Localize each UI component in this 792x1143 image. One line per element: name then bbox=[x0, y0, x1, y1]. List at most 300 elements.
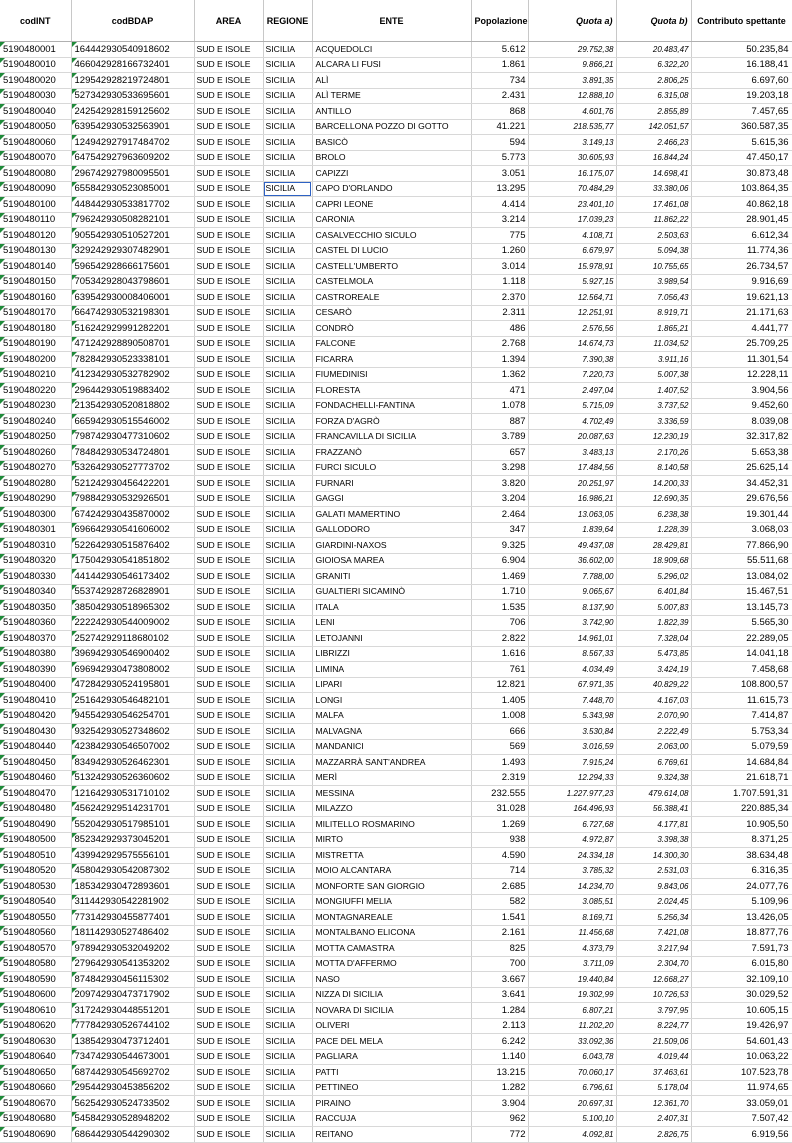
cell-codint[interactable]: 5190480010 bbox=[0, 57, 71, 73]
cell-area[interactable]: SUD E ISOLE bbox=[194, 987, 263, 1003]
cell-codint[interactable]: 5190480500 bbox=[0, 832, 71, 848]
cell-quota-a[interactable]: 12.888,10 bbox=[528, 88, 616, 104]
cell-popolazione[interactable]: 594 bbox=[471, 135, 528, 151]
cell-regione[interactable]: SICILIA bbox=[263, 104, 312, 120]
cell-quota-b[interactable]: 40.829,22 bbox=[616, 677, 691, 693]
cell-quota-b[interactable]: 2.170,26 bbox=[616, 445, 691, 461]
cell-area[interactable]: SUD E ISOLE bbox=[194, 1111, 263, 1127]
cell-codbdap[interactable]: 639542930008406001 bbox=[71, 290, 194, 306]
cell-codbdap[interactable]: 552042930517985101 bbox=[71, 817, 194, 833]
cell-quota-b[interactable]: 1.228,39 bbox=[616, 522, 691, 538]
cell-quota-b[interactable]: 11.034,52 bbox=[616, 336, 691, 352]
cell-popolazione[interactable]: 3.051 bbox=[471, 166, 528, 182]
cell-contributo[interactable]: 6.697,60 bbox=[691, 73, 792, 89]
cell-ente[interactable]: PAGLIARA bbox=[312, 1049, 471, 1065]
cell-quota-b[interactable]: 33.380,06 bbox=[616, 181, 691, 197]
cell-quota-a[interactable]: 2.576,56 bbox=[528, 321, 616, 337]
cell-ente[interactable]: ALÌ TERME bbox=[312, 88, 471, 104]
cell-contributo[interactable]: 32.109,10 bbox=[691, 972, 792, 988]
cell-codbdap[interactable]: 311442930542281902 bbox=[71, 894, 194, 910]
cell-popolazione[interactable]: 4.590 bbox=[471, 848, 528, 864]
cell-contributo[interactable]: 13.426,05 bbox=[691, 910, 792, 926]
cell-quota-b[interactable]: 20.483,47 bbox=[616, 42, 691, 58]
cell-codbdap[interactable]: 458042930542087302 bbox=[71, 863, 194, 879]
cell-contributo[interactable]: 9.916,69 bbox=[691, 274, 792, 290]
cell-quota-a[interactable]: 8.137,90 bbox=[528, 600, 616, 616]
cell-regione[interactable]: SICILIA bbox=[263, 615, 312, 631]
cell-quota-a[interactable]: 3.530,84 bbox=[528, 724, 616, 740]
cell-regione[interactable]: SICILIA bbox=[263, 956, 312, 972]
cell-codbdap[interactable]: 874842930456115302 bbox=[71, 972, 194, 988]
cell-ente[interactable]: BROLO bbox=[312, 150, 471, 166]
cell-quota-a[interactable]: 7.390,38 bbox=[528, 352, 616, 368]
cell-codbdap[interactable]: 456242929514231701 bbox=[71, 801, 194, 817]
cell-codbdap[interactable]: 471242928890508701 bbox=[71, 336, 194, 352]
cell-codint[interactable]: 5190480280 bbox=[0, 476, 71, 492]
cell-area[interactable]: SUD E ISOLE bbox=[194, 693, 263, 709]
cell-regione[interactable]: SICILIA bbox=[263, 429, 312, 445]
cell-codbdap[interactable]: 553742928726828901 bbox=[71, 584, 194, 600]
cell-codint[interactable]: 5190480540 bbox=[0, 894, 71, 910]
cell-ente[interactable]: ITALA bbox=[312, 600, 471, 616]
cell-regione[interactable]: SICILIA bbox=[263, 1065, 312, 1081]
cell-codbdap[interactable]: 978942930532049202 bbox=[71, 941, 194, 957]
cell-regione[interactable]: SICILIA bbox=[263, 321, 312, 337]
cell-quota-a[interactable]: 7.915,24 bbox=[528, 755, 616, 771]
cell-codbdap[interactable]: 596542928666175601 bbox=[71, 259, 194, 275]
cell-popolazione[interactable]: 1.260 bbox=[471, 243, 528, 259]
cell-contributo[interactable]: 10.905,50 bbox=[691, 817, 792, 833]
cell-quota-b[interactable]: 5.178,04 bbox=[616, 1080, 691, 1096]
cell-area[interactable]: SUD E ISOLE bbox=[194, 150, 263, 166]
cell-quota-b[interactable]: 5.094,38 bbox=[616, 243, 691, 259]
cell-quota-b[interactable]: 3.217,94 bbox=[616, 941, 691, 957]
cell-quota-a[interactable]: 4.601,76 bbox=[528, 104, 616, 120]
cell-contributo[interactable]: 7.458,68 bbox=[691, 662, 792, 678]
cell-contributo[interactable]: 4.441,77 bbox=[691, 321, 792, 337]
cell-quota-b[interactable]: 479.614,08 bbox=[616, 786, 691, 802]
cell-quota-a[interactable]: 12.251,91 bbox=[528, 305, 616, 321]
cell-quota-a[interactable]: 14.674,73 bbox=[528, 336, 616, 352]
cell-contributo[interactable]: 13.084,02 bbox=[691, 569, 792, 585]
cell-area[interactable]: SUD E ISOLE bbox=[194, 429, 263, 445]
cell-popolazione[interactable]: 2.161 bbox=[471, 925, 528, 941]
cell-contributo[interactable]: 6.919,56 bbox=[691, 1127, 792, 1143]
cell-regione[interactable]: SICILIA bbox=[263, 770, 312, 786]
cell-area[interactable]: SUD E ISOLE bbox=[194, 848, 263, 864]
cell-ente[interactable]: FALCONE bbox=[312, 336, 471, 352]
cell-quota-b[interactable]: 10.726,53 bbox=[616, 987, 691, 1003]
cell-quota-b[interactable]: 7.421,08 bbox=[616, 925, 691, 941]
cell-area[interactable]: SUD E ISOLE bbox=[194, 879, 263, 895]
cell-ente[interactable]: CASTEL DI LUCIO bbox=[312, 243, 471, 259]
cell-regione[interactable]: SICILIA bbox=[263, 181, 312, 197]
cell-codint[interactable]: 5190480080 bbox=[0, 166, 71, 182]
cell-ente[interactable]: CARONIA bbox=[312, 212, 471, 228]
cell-quota-b[interactable]: 3.336,59 bbox=[616, 414, 691, 430]
cell-popolazione[interactable]: 3.014 bbox=[471, 259, 528, 275]
cell-quota-a[interactable]: 14.961,01 bbox=[528, 631, 616, 647]
cell-ente[interactable]: MILITELLO ROSMARINO bbox=[312, 817, 471, 833]
cell-regione[interactable]: SICILIA bbox=[263, 1018, 312, 1034]
cell-codint[interactable]: 5190480630 bbox=[0, 1034, 71, 1050]
cell-codint[interactable]: 5190480330 bbox=[0, 569, 71, 585]
cell-regione[interactable]: SICILIA bbox=[263, 1034, 312, 1050]
cell-area[interactable]: SUD E ISOLE bbox=[194, 569, 263, 585]
cell-codint[interactable]: 5190480560 bbox=[0, 925, 71, 941]
cell-quota-a[interactable]: 19.440,84 bbox=[528, 972, 616, 988]
cell-area[interactable]: SUD E ISOLE bbox=[194, 274, 263, 290]
cell-ente[interactable]: FRAZZANÒ bbox=[312, 445, 471, 461]
cell-ente[interactable]: MALFA bbox=[312, 708, 471, 724]
cell-regione[interactable]: SICILIA bbox=[263, 197, 312, 213]
cell-contributo[interactable]: 21.618,71 bbox=[691, 770, 792, 786]
cell-quota-b[interactable]: 17.461,08 bbox=[616, 197, 691, 213]
cell-contributo[interactable]: 28.901,45 bbox=[691, 212, 792, 228]
cell-ente[interactable]: MESSINA bbox=[312, 786, 471, 802]
cell-popolazione[interactable]: 2.464 bbox=[471, 507, 528, 523]
header-ente[interactable]: ENTE bbox=[312, 0, 471, 42]
cell-codbdap[interactable]: 905542930510527201 bbox=[71, 228, 194, 244]
cell-area[interactable]: SUD E ISOLE bbox=[194, 755, 263, 771]
cell-ente[interactable]: ALCARA LI FUSI bbox=[312, 57, 471, 73]
cell-codint[interactable]: 5190480120 bbox=[0, 228, 71, 244]
cell-regione[interactable]: SICILIA bbox=[263, 910, 312, 926]
cell-codint[interactable]: 5190480520 bbox=[0, 863, 71, 879]
cell-codbdap[interactable]: 472842930524195801 bbox=[71, 677, 194, 693]
cell-codint[interactable]: 5190480180 bbox=[0, 321, 71, 337]
cell-codint[interactable]: 5190480530 bbox=[0, 879, 71, 895]
cell-codbdap[interactable]: 777842930526744102 bbox=[71, 1018, 194, 1034]
cell-popolazione[interactable]: 582 bbox=[471, 894, 528, 910]
cell-regione[interactable]: SICILIA bbox=[263, 414, 312, 430]
cell-contributo[interactable]: 50.235,84 bbox=[691, 42, 792, 58]
cell-contributo[interactable]: 10.063,22 bbox=[691, 1049, 792, 1065]
cell-area[interactable]: SUD E ISOLE bbox=[194, 321, 263, 337]
cell-quota-a[interactable]: 5.715,09 bbox=[528, 398, 616, 414]
cell-regione[interactable]: SICILIA bbox=[263, 228, 312, 244]
cell-popolazione[interactable]: 471 bbox=[471, 383, 528, 399]
cell-contributo[interactable]: 77.866,90 bbox=[691, 538, 792, 554]
cell-quota-a[interactable]: 4.702,49 bbox=[528, 414, 616, 430]
cell-area[interactable]: SUD E ISOLE bbox=[194, 305, 263, 321]
cell-popolazione[interactable]: 4.414 bbox=[471, 197, 528, 213]
cell-quota-a[interactable]: 36.602,00 bbox=[528, 553, 616, 569]
cell-popolazione[interactable]: 868 bbox=[471, 104, 528, 120]
cell-regione[interactable]: SICILIA bbox=[263, 677, 312, 693]
cell-codbdap[interactable]: 696942930473808002 bbox=[71, 662, 194, 678]
cell-regione[interactable]: SICILIA bbox=[263, 445, 312, 461]
cell-quota-b[interactable]: 2.063,00 bbox=[616, 739, 691, 755]
cell-popolazione[interactable]: 12.821 bbox=[471, 677, 528, 693]
cell-ente[interactable]: PATTI bbox=[312, 1065, 471, 1081]
cell-contributo[interactable]: 107.523,78 bbox=[691, 1065, 792, 1081]
cell-contributo[interactable]: 29.676,56 bbox=[691, 491, 792, 507]
cell-regione[interactable]: SICILIA bbox=[263, 848, 312, 864]
cell-quota-a[interactable]: 6.679,97 bbox=[528, 243, 616, 259]
cell-regione[interactable]: SICILIA bbox=[263, 135, 312, 151]
cell-popolazione[interactable]: 347 bbox=[471, 522, 528, 538]
cell-quota-b[interactable]: 1.865,21 bbox=[616, 321, 691, 337]
cell-codbdap[interactable]: 124942927917484702 bbox=[71, 135, 194, 151]
cell-popolazione[interactable]: 938 bbox=[471, 832, 528, 848]
header-codint[interactable]: codINT bbox=[0, 0, 71, 42]
cell-codint[interactable]: 5190480300 bbox=[0, 507, 71, 523]
cell-quota-b[interactable]: 12.361,70 bbox=[616, 1096, 691, 1112]
cell-area[interactable]: SUD E ISOLE bbox=[194, 259, 263, 275]
cell-codbdap[interactable]: 329242929307482901 bbox=[71, 243, 194, 259]
cell-ente[interactable]: GAGGI bbox=[312, 491, 471, 507]
cell-popolazione[interactable]: 734 bbox=[471, 73, 528, 89]
cell-popolazione[interactable]: 2.113 bbox=[471, 1018, 528, 1034]
cell-popolazione[interactable]: 1.269 bbox=[471, 817, 528, 833]
cell-codbdap[interactable]: 852342929373045201 bbox=[71, 832, 194, 848]
cell-regione[interactable]: SICILIA bbox=[263, 708, 312, 724]
cell-regione[interactable]: SICILIA bbox=[263, 367, 312, 383]
cell-contributo[interactable]: 7.457,65 bbox=[691, 104, 792, 120]
cell-regione[interactable]: SICILIA bbox=[263, 972, 312, 988]
cell-contributo[interactable]: 47.450,17 bbox=[691, 150, 792, 166]
cell-quota-b[interactable]: 5.256,34 bbox=[616, 910, 691, 926]
cell-area[interactable]: SUD E ISOLE bbox=[194, 352, 263, 368]
cell-ente[interactable]: MANDANICI bbox=[312, 739, 471, 755]
cell-regione[interactable]: SICILIA bbox=[263, 739, 312, 755]
cell-codbdap[interactable]: 439942929575556101 bbox=[71, 848, 194, 864]
cell-quota-b[interactable]: 28.429,81 bbox=[616, 538, 691, 554]
cell-quota-a[interactable]: 1.839,64 bbox=[528, 522, 616, 538]
cell-ente[interactable]: PACE DEL MELA bbox=[312, 1034, 471, 1050]
cell-regione[interactable]: SICILIA bbox=[263, 491, 312, 507]
cell-area[interactable]: SUD E ISOLE bbox=[194, 367, 263, 383]
cell-contributo[interactable]: 25.709,25 bbox=[691, 336, 792, 352]
cell-contributo[interactable]: 360.587,35 bbox=[691, 119, 792, 135]
cell-ente[interactable]: NASO bbox=[312, 972, 471, 988]
cell-quota-a[interactable]: 11.456,68 bbox=[528, 925, 616, 941]
cell-codint[interactable]: 5190480340 bbox=[0, 584, 71, 600]
cell-regione[interactable]: SICILIA bbox=[263, 662, 312, 678]
cell-ente[interactable]: MONTALBANO ELICONA bbox=[312, 925, 471, 941]
cell-quota-b[interactable]: 5.296,02 bbox=[616, 569, 691, 585]
cell-area[interactable]: SUD E ISOLE bbox=[194, 600, 263, 616]
cell-quota-b[interactable]: 12.690,35 bbox=[616, 491, 691, 507]
cell-area[interactable]: SUD E ISOLE bbox=[194, 1049, 263, 1065]
cell-quota-a[interactable]: 33.092,36 bbox=[528, 1034, 616, 1050]
cell-popolazione[interactable]: 1.394 bbox=[471, 352, 528, 368]
cell-quota-a[interactable]: 218.535,77 bbox=[528, 119, 616, 135]
cell-codbdap[interactable]: 466042928166732401 bbox=[71, 57, 194, 73]
cell-quota-a[interactable]: 1.227.977,23 bbox=[528, 786, 616, 802]
cell-codbdap[interactable]: 385042930518965302 bbox=[71, 600, 194, 616]
cell-codint[interactable]: 5190480570 bbox=[0, 941, 71, 957]
cell-quota-b[interactable]: 21.509,06 bbox=[616, 1034, 691, 1050]
cell-quota-b[interactable]: 3.398,38 bbox=[616, 832, 691, 848]
cell-codint[interactable]: 5190480301 bbox=[0, 522, 71, 538]
cell-quota-a[interactable]: 7.448,70 bbox=[528, 693, 616, 709]
cell-codbdap[interactable]: 296442930519883402 bbox=[71, 383, 194, 399]
cell-area[interactable]: SUD E ISOLE bbox=[194, 104, 263, 120]
cell-quota-b[interactable]: 5.007,38 bbox=[616, 367, 691, 383]
cell-area[interactable]: SUD E ISOLE bbox=[194, 88, 263, 104]
cell-codint[interactable]: 5190480320 bbox=[0, 553, 71, 569]
cell-codint[interactable]: 5190480510 bbox=[0, 848, 71, 864]
cell-popolazione[interactable]: 569 bbox=[471, 739, 528, 755]
cell-codint[interactable]: 5190480030 bbox=[0, 88, 71, 104]
cell-quota-b[interactable]: 2.531,03 bbox=[616, 863, 691, 879]
cell-quota-b[interactable]: 16.844,24 bbox=[616, 150, 691, 166]
cell-ente[interactable]: NIZZA DI SICILIA bbox=[312, 987, 471, 1003]
cell-regione[interactable]: SICILIA bbox=[263, 274, 312, 290]
cell-popolazione[interactable]: 486 bbox=[471, 321, 528, 337]
cell-ente[interactable]: CAPIZZI bbox=[312, 166, 471, 182]
cell-ente[interactable]: MIRTO bbox=[312, 832, 471, 848]
cell-ente[interactable]: CASTROREALE bbox=[312, 290, 471, 306]
cell-codint[interactable]: 5190480350 bbox=[0, 600, 71, 616]
cell-ente[interactable]: REITANO bbox=[312, 1127, 471, 1143]
cell-contributo[interactable]: 30.029,52 bbox=[691, 987, 792, 1003]
cell-codint[interactable]: 5190480410 bbox=[0, 693, 71, 709]
cell-popolazione[interactable]: 232.555 bbox=[471, 786, 528, 802]
cell-regione[interactable]: SICILIA bbox=[263, 383, 312, 399]
cell-popolazione[interactable]: 666 bbox=[471, 724, 528, 740]
cell-codbdap[interactable]: 441442930546173402 bbox=[71, 569, 194, 585]
cell-popolazione[interactable]: 5.612 bbox=[471, 42, 528, 58]
cell-quota-a[interactable]: 11.202,20 bbox=[528, 1018, 616, 1034]
cell-quota-a[interactable]: 3.149,13 bbox=[528, 135, 616, 151]
cell-popolazione[interactable]: 1.493 bbox=[471, 755, 528, 771]
cell-quota-a[interactable]: 30.605,93 bbox=[528, 150, 616, 166]
cell-contributo[interactable]: 21.171,63 bbox=[691, 305, 792, 321]
cell-popolazione[interactable]: 31.028 bbox=[471, 801, 528, 817]
cell-codint[interactable]: 5190480370 bbox=[0, 631, 71, 647]
cell-area[interactable]: SUD E ISOLE bbox=[194, 460, 263, 476]
cell-ente[interactable]: CASTELL'UMBERTO bbox=[312, 259, 471, 275]
cell-codint[interactable]: 5190480240 bbox=[0, 414, 71, 430]
cell-quota-b[interactable]: 6.315,08 bbox=[616, 88, 691, 104]
cell-regione[interactable]: SICILIA bbox=[263, 569, 312, 585]
cell-area[interactable]: SUD E ISOLE bbox=[194, 398, 263, 414]
cell-quota-b[interactable]: 1.407,52 bbox=[616, 383, 691, 399]
cell-popolazione[interactable]: 1.469 bbox=[471, 569, 528, 585]
cell-area[interactable]: SUD E ISOLE bbox=[194, 677, 263, 693]
header-quota-a[interactable]: Quota a) bbox=[528, 0, 616, 42]
cell-contributo[interactable]: 30.873,48 bbox=[691, 166, 792, 182]
cell-area[interactable]: SUD E ISOLE bbox=[194, 801, 263, 817]
cell-ente[interactable]: MOTTA D'AFFERMO bbox=[312, 956, 471, 972]
cell-regione[interactable]: SICILIA bbox=[263, 88, 312, 104]
cell-area[interactable]: SUD E ISOLE bbox=[194, 212, 263, 228]
cell-popolazione[interactable]: 887 bbox=[471, 414, 528, 430]
cell-codbdap[interactable]: 175042930541851802 bbox=[71, 553, 194, 569]
cell-regione[interactable]: SICILIA bbox=[263, 817, 312, 833]
cell-area[interactable]: SUD E ISOLE bbox=[194, 646, 263, 662]
cell-ente[interactable]: ACQUEDOLCI bbox=[312, 42, 471, 58]
cell-quota-b[interactable]: 8.919,71 bbox=[616, 305, 691, 321]
cell-codbdap[interactable]: 527342930533695601 bbox=[71, 88, 194, 104]
cell-quota-b[interactable]: 6.401,84 bbox=[616, 584, 691, 600]
cell-quota-b[interactable]: 12.668,27 bbox=[616, 972, 691, 988]
cell-area[interactable]: SUD E ISOLE bbox=[194, 786, 263, 802]
cell-quota-a[interactable]: 29.752,38 bbox=[528, 42, 616, 58]
cell-contributo[interactable]: 55.511,68 bbox=[691, 553, 792, 569]
cell-quota-a[interactable]: 24.334,18 bbox=[528, 848, 616, 864]
cell-codint[interactable]: 5190480170 bbox=[0, 305, 71, 321]
cell-quota-b[interactable]: 2.806,25 bbox=[616, 73, 691, 89]
cell-ente[interactable]: MAZZARRÀ SANT'ANDREA bbox=[312, 755, 471, 771]
cell-regione[interactable]: SICILIA bbox=[263, 1080, 312, 1096]
cell-codint[interactable]: 5190480680 bbox=[0, 1111, 71, 1127]
cell-popolazione[interactable]: 1.861 bbox=[471, 57, 528, 73]
cell-ente[interactable]: GALATI MAMERTINO bbox=[312, 507, 471, 523]
cell-regione[interactable]: SICILIA bbox=[263, 1127, 312, 1143]
cell-regione[interactable]: SICILIA bbox=[263, 584, 312, 600]
cell-quota-a[interactable]: 164.496,93 bbox=[528, 801, 616, 817]
cell-quota-a[interactable]: 4.092,81 bbox=[528, 1127, 616, 1143]
cell-codbdap[interactable]: 516242929991282201 bbox=[71, 321, 194, 337]
cell-quota-b[interactable]: 7.056,43 bbox=[616, 290, 691, 306]
cell-area[interactable]: SUD E ISOLE bbox=[194, 584, 263, 600]
cell-codbdap[interactable]: 164442930540918602 bbox=[71, 42, 194, 58]
cell-quota-b[interactable]: 3.737,52 bbox=[616, 398, 691, 414]
cell-quota-a[interactable]: 5.927,15 bbox=[528, 274, 616, 290]
cell-quota-a[interactable]: 3.085,51 bbox=[528, 894, 616, 910]
cell-popolazione[interactable]: 700 bbox=[471, 956, 528, 972]
cell-quota-b[interactable]: 3.911,16 bbox=[616, 352, 691, 368]
cell-ente[interactable]: PIRAINO bbox=[312, 1096, 471, 1112]
cell-codint[interactable]: 5190480400 bbox=[0, 677, 71, 693]
cell-area[interactable]: SUD E ISOLE bbox=[194, 972, 263, 988]
cell-codint[interactable]: 5190480260 bbox=[0, 445, 71, 461]
cell-area[interactable]: SUD E ISOLE bbox=[194, 1127, 263, 1143]
cell-codbdap[interactable]: 705342928043798601 bbox=[71, 274, 194, 290]
cell-popolazione[interactable]: 1.405 bbox=[471, 693, 528, 709]
cell-codint[interactable]: 5190480060 bbox=[0, 135, 71, 151]
cell-quota-b[interactable]: 2.407,31 bbox=[616, 1111, 691, 1127]
cell-regione[interactable]: SICILIA bbox=[263, 879, 312, 895]
cell-quota-a[interactable]: 8.567,33 bbox=[528, 646, 616, 662]
header-popolazione[interactable]: Popolazione bbox=[471, 0, 528, 42]
cell-popolazione[interactable]: 3.667 bbox=[471, 972, 528, 988]
cell-contributo[interactable]: 3.068,03 bbox=[691, 522, 792, 538]
cell-popolazione[interactable]: 3.904 bbox=[471, 1096, 528, 1112]
cell-contributo[interactable]: 5.565,30 bbox=[691, 615, 792, 631]
cell-quota-a[interactable]: 49.437,08 bbox=[528, 538, 616, 554]
cell-ente[interactable]: CESARÒ bbox=[312, 305, 471, 321]
cell-quota-a[interactable]: 5.100,10 bbox=[528, 1111, 616, 1127]
cell-quota-a[interactable]: 12.564,71 bbox=[528, 290, 616, 306]
cell-quota-a[interactable]: 4.373,79 bbox=[528, 941, 616, 957]
cell-codint[interactable]: 5190480550 bbox=[0, 910, 71, 926]
cell-codint[interactable]: 5190480390 bbox=[0, 662, 71, 678]
cell-codint[interactable]: 5190480420 bbox=[0, 708, 71, 724]
cell-quota-a[interactable]: 20.697,31 bbox=[528, 1096, 616, 1112]
cell-area[interactable]: SUD E ISOLE bbox=[194, 631, 263, 647]
cell-quota-a[interactable]: 16.986,21 bbox=[528, 491, 616, 507]
cell-ente[interactable]: GIARDINI-NAXOS bbox=[312, 538, 471, 554]
cell-popolazione[interactable]: 13.295 bbox=[471, 181, 528, 197]
cell-quota-a[interactable]: 9.866,21 bbox=[528, 57, 616, 73]
cell-popolazione[interactable]: 9.325 bbox=[471, 538, 528, 554]
cell-popolazione[interactable]: 1.541 bbox=[471, 910, 528, 926]
cell-popolazione[interactable]: 657 bbox=[471, 445, 528, 461]
cell-ente[interactable]: LETOJANNI bbox=[312, 631, 471, 647]
cell-codint[interactable]: 5190480270 bbox=[0, 460, 71, 476]
cell-area[interactable]: SUD E ISOLE bbox=[194, 708, 263, 724]
cell-popolazione[interactable]: 706 bbox=[471, 615, 528, 631]
cell-codbdap[interactable]: 655842930523085001 bbox=[71, 181, 194, 197]
cell-regione[interactable]: SICILIA bbox=[263, 150, 312, 166]
cell-quota-a[interactable]: 3.711,09 bbox=[528, 956, 616, 972]
cell-codbdap[interactable]: 209742930473717902 bbox=[71, 987, 194, 1003]
